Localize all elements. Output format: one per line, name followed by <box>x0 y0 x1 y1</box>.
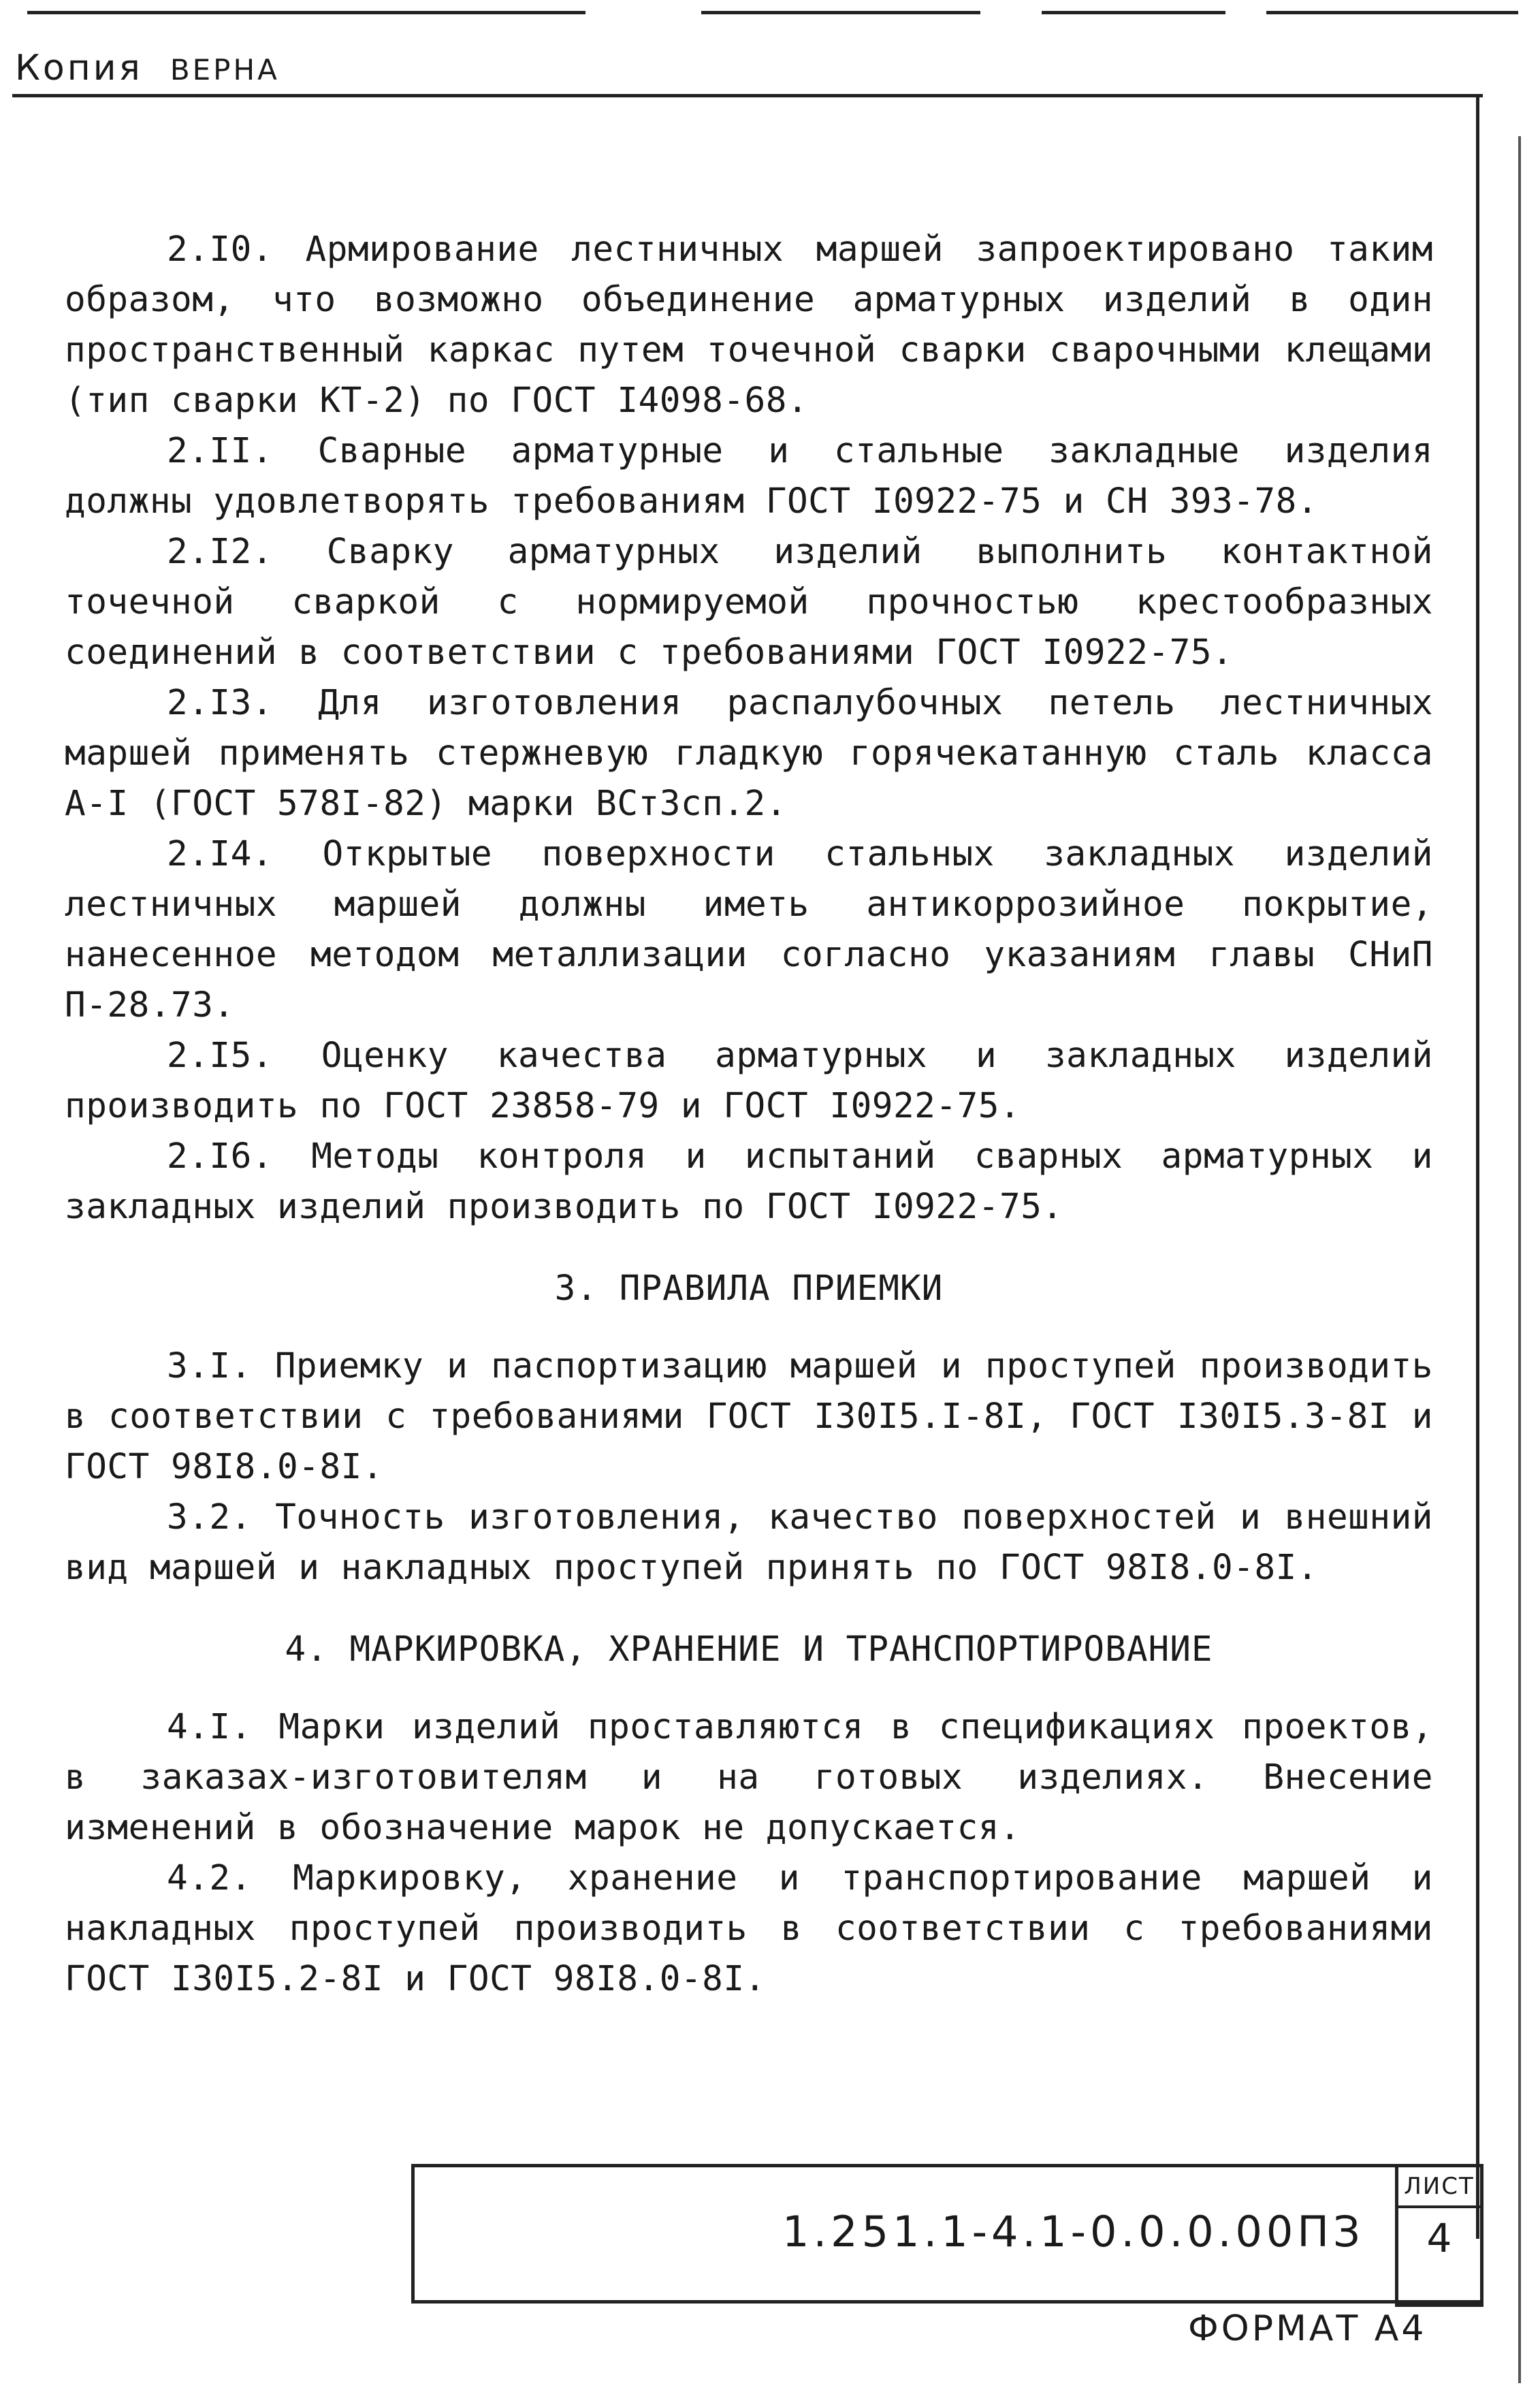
document-body <box>65 225 1433 2005</box>
paragraph-4-2: 4.2. Маркировку, хранение и транспортирование маршей и накладных проступей производить в соответствии с требованиями ГОСТ I30I5.2-8I и ГОСТ 98I8.0-8I. <box>65 1858 1433 1999</box>
document-code: 1.251.1-4.1-0.0.0.00ПЗ <box>782 2207 1364 2257</box>
frame-right-outer-border <box>1518 136 1521 2383</box>
paragraph-4-1: 4.I. Марки изделий проставляются в спецификациях проектов, в заказах-изготовителям и на готовых изделиях. Внесение изменений в обозначение марок не допускается. <box>65 1707 1433 1848</box>
top-mark-3 <box>1042 11 1225 14</box>
frame-right-border <box>1476 94 1479 2239</box>
section-4-heading: 4. МАРКИРОВКА, ХРАНЕНИЕ И ТРАНСПОРТИРОВАНИЕ <box>285 1629 1213 1670</box>
sheet-box <box>1395 2164 1483 2307</box>
paragraph-2-13: 2.I3. Для изготовления распалубочных петель лестничных маршей применять стержневую гладкую горячекатанную сталь класса А-I (ГОСТ 578I-82) марки ВСт3сп.2. <box>65 683 1433 824</box>
paragraph-2-15: 2.I5. Оценку качества арматурных и закладных изделий производить по ГОСТ 23858-79 и ГОСТ I0922-75. <box>65 1036 1433 1126</box>
paragraph-3-1: 3.I. Приемку и паспортизацию маршей и проступей производить в соответствии с требованиями ГОСТ I30I5.I-8I, ГОСТ I30I5.3-8I и ГОСТ 98I8.0-8I. <box>65 1346 1433 1487</box>
paragraph-2-12: 2.I2. Сварку арматурных изделий выполнить контактной точечной сваркой с нормируемой прочностью крестообразных соединений в соответствии с требованиями ГОСТ I0922-75. <box>65 532 1433 673</box>
stamp-word-copy: Копия <box>15 48 143 89</box>
format-label: ФОРМАТ А4 <box>1188 2308 1427 2349</box>
top-mark-1 <box>27 11 585 14</box>
section-3-heading: 3. ПРАВИЛА ПРИЕМКИ <box>554 1269 944 1309</box>
copy-stamp <box>15 48 280 89</box>
top-mark-4 <box>1266 11 1518 14</box>
paragraph-2-11: 2.II. Сварные арматурные и стальные закладные изделия должны удовлетворять требованиям ГОСТ I0922-75 и СН 393-78. <box>65 431 1433 522</box>
stamp-word-true: ВЕРНА <box>170 53 280 86</box>
sheet-number: 4 <box>1426 2215 1452 2261</box>
paragraph-2-16: 2.I6. Методы контроля и испытаний сварных арматурных и закладных изделий производить по ГОСТ I0922-75. <box>65 1136 1433 1227</box>
sheet-label: ЛИСТ <box>1398 2167 1480 2208</box>
paragraph-2-14: 2.I4. Открытые поверхности стальных закладных изделий лестничных маршей должны иметь антикоррозийное покрытие, нанесенное методом металлизации согласно указаниям главы СНиП П-28.73. <box>65 834 1433 1025</box>
paragraph-2-10: 2.I0. Армирование лестничных маршей запроектировано таким образом, что возможно объединение арматурных изделий в один пространственный каркас путем точечной сварки сварочными клещами (тип сварки КТ-2) по ГОСТ I4098-68. <box>65 229 1433 421</box>
title-block <box>411 2164 1480 2304</box>
stamp-underline <box>12 94 1483 97</box>
paragraph-3-2: 3.2. Точность изготовления, качество поверхностей и внешний вид маршей и накладных проступей принять по ГОСТ 98I8.0-8I. <box>65 1497 1433 1588</box>
top-mark-2 <box>701 11 980 14</box>
